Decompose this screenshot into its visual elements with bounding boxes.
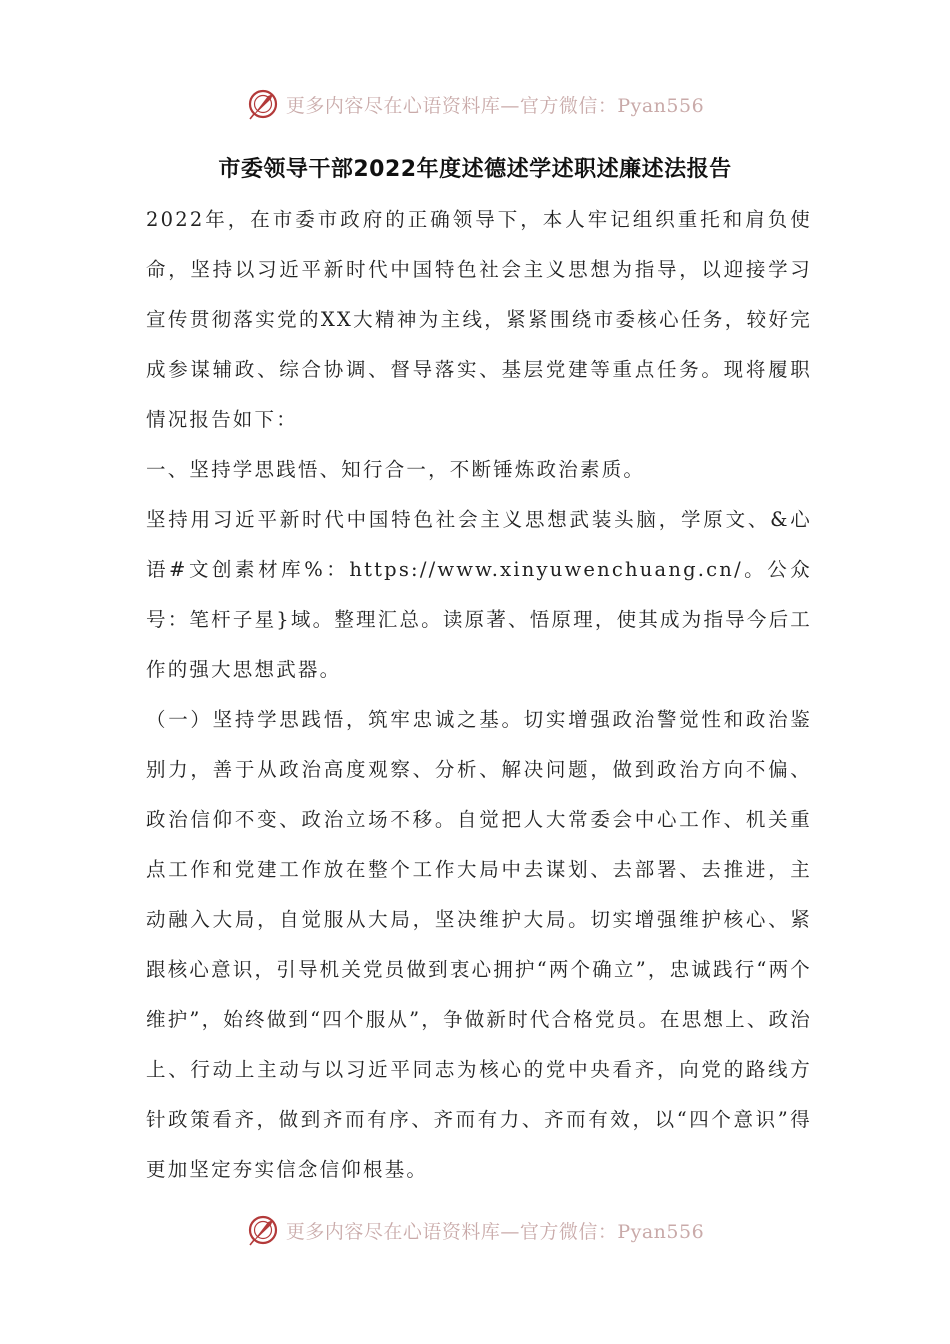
paragraph-subsection-1: （一）坚持学思践悟，筑牢忠诚之基。切实增强政治警觉性和政治鉴别力，善于从政治高度观察、分析、解决问题，做到政治方向不偏、政治信仰不变、政治立场不移。自觉把人大常委会中心工作、机关重点工作和党建工作放在整个工作大局中去谋划、去部署、去推进，主动融入大局，自觉服从大局，坚决维护大局。切实增强维护核心、紧跟核心意识，引导机关党员做到衷心拥护“两个确立”，忠诚践行“两个维护”，始终做到“四个服从”，争做新时代合格党员。在思想上、政治上、行动上主动与以习近平同志为核心的党中央看齐，向党的路线方针政策看齐，做到齐而有序、齐而有力、齐而有效，以“四个意识”得更加坚定夯实信念信仰根基。: [146, 708, 812, 1181]
paragraph-intro: 2022年，在市委市政府的正确领导下，本人牢记组织重托和肩负使命，坚持以习近平新时代中国特色社会主义思想为指导，以迎接学习宣传贯彻落实党的XX大精神为主线，紧紧围绕市委核心任务，较好完成参谋辅政、综合协调、督导落实、基层党建等重点任务。现将履职情况报告如下：: [146, 208, 812, 431]
footer-watermark: [0, 1210, 950, 1250]
document-body: [146, 195, 812, 1195]
document-title: 市委领导干部2022年度述德述学述职述廉述法报告: [218, 157, 732, 182]
header-watermark: [0, 84, 950, 124]
watermark-text: 更多内容尽在心语资料库—官方微信：Pyan556: [285, 1220, 705, 1243]
watermark-text: 更多内容尽在心语资料库—官方微信：Pyan556: [285, 94, 705, 117]
paragraph-study: 坚持用习近平新时代中国特色社会主义思想武装头脑，学原文、&心语#文创素材库%：https://www.xinyuwenchuang.cn/。公众号：笔杆子星}域。整理汇总。读原著、悟原理，使其成为指导今后工作的强大思想武器。: [146, 508, 812, 681]
quill-circle-icon: [246, 1213, 280, 1247]
section-heading-1: 一、坚持学思践悟、知行合一，不断锤炼政治素质。: [146, 458, 646, 481]
quill-circle-icon: [246, 87, 280, 121]
